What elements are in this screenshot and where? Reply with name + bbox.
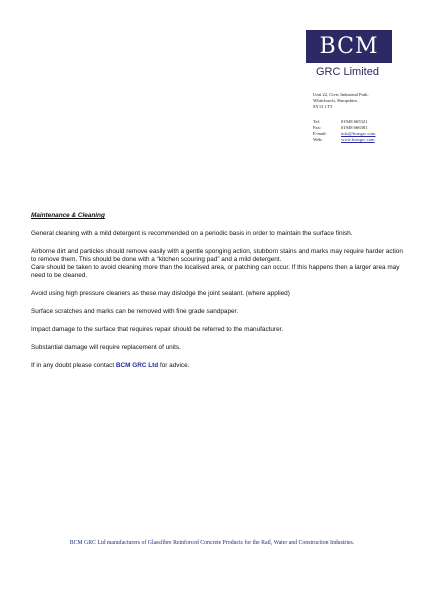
brand-name: BCM GRC Ltd [115,362,159,369]
paragraph: General cleaning with a mild detergent is recommended on a periodic basis in order to maintain the surface finish. [31,230,353,237]
company-address [313,92,413,110]
section-heading: Maintenance & Cleaning [31,212,105,219]
address-line: SY13 1TT [313,104,333,109]
address-line: Unit 22, Civic Industrial Park, [313,92,369,97]
contact-row-web [313,137,413,143]
paragraph: Impact damage to the surface that requires repair should be referred to the manufacturer. [31,326,284,333]
logo-text: BCM [319,33,379,59]
company-subtitle: GRC Limited [316,66,379,78]
paragraph: Substantial damage will require replacement of units. [31,344,181,351]
page-footer: BCM GRC Ltd manufacturers of Glassfibre Reinforced Concrete Products for the Rail, Water and Construction Industries. [69,540,355,546]
document-body [31,212,403,380]
paragraph [31,362,403,370]
paragraph-line: Care should be taken to avoid cleaning more than the localised area, or patching can occur. If this happens then a larger area may need to be cleaned. [31,264,400,279]
text-span: for advice. [158,362,190,369]
contact-value: 01948 666381 [341,125,368,130]
address-line: Whitchurch, Shropshire, [313,98,359,103]
paragraph: Avoid using high pressure cleaners as these may dislodge the joint sealant. (where applied) [31,290,290,297]
website-link[interactable]: www.bcmgrc.com [341,137,375,142]
contact-label: Fax: [313,125,322,130]
paragraph [31,248,403,280]
text-span: If in any doubt please contact [31,362,116,369]
paragraph: Surface scratches and marks can be removed with fine grade sandpaper. [31,308,239,315]
contact-label: Tel: [313,119,321,124]
contact-label: Web: [313,137,323,142]
email-link[interactable]: info@bcmgrc.com [341,131,376,136]
contact-value: 01948 665321 [341,119,368,124]
company-logo [306,30,392,63]
contact-label: E-mail: [313,131,327,136]
contact-details [313,119,413,143]
paragraph-line: Airborne dirt and particles should remove easily with a gentle sponging action, stubborn stains and marks may require harder action to remove them. This should be done with a “kitchen scouring pad” and a mild detergent. [31,248,403,263]
